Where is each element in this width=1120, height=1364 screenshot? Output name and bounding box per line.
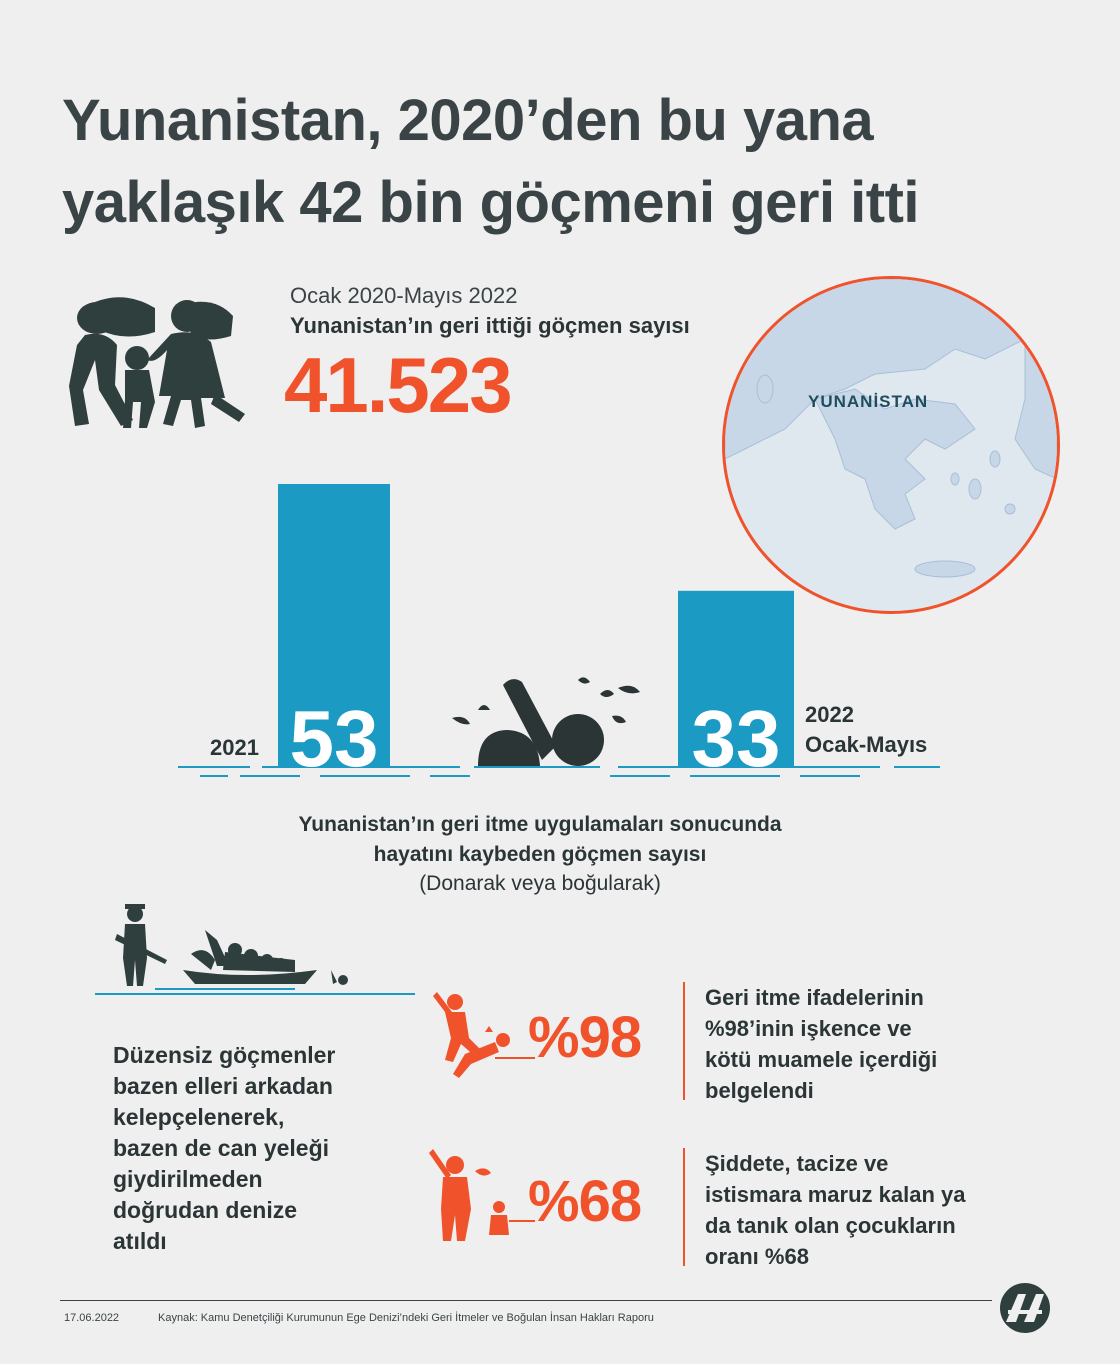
stat-percent-children: %68 bbox=[528, 1169, 642, 1234]
title-line-1: Yunanistan, 2020’den bu yana bbox=[62, 88, 874, 153]
stat-text-line: oranı %68 bbox=[705, 1244, 809, 1269]
drowning-person-icon bbox=[452, 677, 640, 766]
stat-text-line: da tanık olan çocukların bbox=[705, 1213, 956, 1238]
left-text-line: Düzensiz göçmenler bbox=[113, 1042, 336, 1068]
chart-caption-line-1: Yunanistan’ın geri itme uygulamaları sonucunda bbox=[298, 813, 782, 836]
left-text-line: kelepçelenerek, bbox=[113, 1104, 285, 1130]
page-title bbox=[62, 80, 1062, 244]
stat-text-line: kötü muamele içerdiği bbox=[705, 1047, 938, 1072]
migrant-family-icon bbox=[55, 290, 255, 440]
soldier-and-boat-icon bbox=[95, 900, 415, 1000]
stat-text-line: Şiddete, tacize ve bbox=[705, 1151, 889, 1176]
category-2022-period: Ocak-Mayıs bbox=[805, 732, 928, 757]
title-line-2: yaklaşık 42 bin göçmeni geri itti bbox=[62, 170, 920, 235]
stat-text-line: Geri itme ifadelerinin bbox=[705, 985, 924, 1010]
divider-line bbox=[683, 982, 685, 1100]
child-abuse-icon bbox=[425, 1145, 535, 1245]
bar-value-2021: 53 bbox=[289, 694, 379, 783]
pushback-period: Ocak 2020-Mayıs 2022 bbox=[290, 283, 518, 308]
category-2021: 2021 bbox=[210, 735, 259, 760]
footer-rule bbox=[60, 1300, 992, 1301]
stat-percent-torture: %98 bbox=[528, 1005, 642, 1070]
bar-value-2022: 33 bbox=[691, 694, 781, 783]
pushback-total: 41.523 bbox=[284, 341, 511, 429]
left-text-line: atıldı bbox=[113, 1228, 167, 1254]
left-text-line: bazen elleri arkadan bbox=[113, 1073, 333, 1099]
chart-note: (Donarak veya boğularak) bbox=[419, 872, 661, 895]
map-label: YUNANİSTAN bbox=[808, 392, 929, 411]
footer-source: Kaynak: Kamu Denetçiliği Kurumunun Ege Denizi’ndeki Geri İtmeler ve Boğulan İnsan Hakları Raporu bbox=[158, 1312, 654, 1324]
stat-text-line: belgelendi bbox=[705, 1078, 814, 1103]
stat-text-line: istismara maruz kalan ya bbox=[705, 1182, 966, 1207]
pushback-label: Yunanistan’ın geri ittiği göçmen sayısı bbox=[290, 313, 690, 338]
left-text bbox=[113, 1040, 403, 1257]
stat-text-line: %98’inin işkence ve bbox=[705, 1016, 912, 1041]
category-2022 bbox=[805, 700, 927, 760]
chart-caption bbox=[160, 810, 920, 870]
left-text-line: giydirilmeden bbox=[113, 1166, 263, 1192]
category-2022-year: 2022 bbox=[805, 702, 854, 727]
aa-logo-icon bbox=[996, 1282, 1054, 1334]
divider-line bbox=[683, 1148, 685, 1266]
stat-text-torture bbox=[705, 982, 1005, 1106]
left-text-line: bazen de can yeleği bbox=[113, 1135, 330, 1161]
left-text-line: doğrudan denize bbox=[113, 1197, 297, 1223]
stat-text-children bbox=[705, 1148, 1005, 1272]
deaths-bar-chart bbox=[0, 470, 1120, 790]
footer-date: 17.06.2022 bbox=[64, 1312, 120, 1324]
chart-caption-line-2: hayatını kaybeden göçmen sayısı bbox=[373, 843, 707, 866]
torture-icon bbox=[425, 982, 535, 1082]
